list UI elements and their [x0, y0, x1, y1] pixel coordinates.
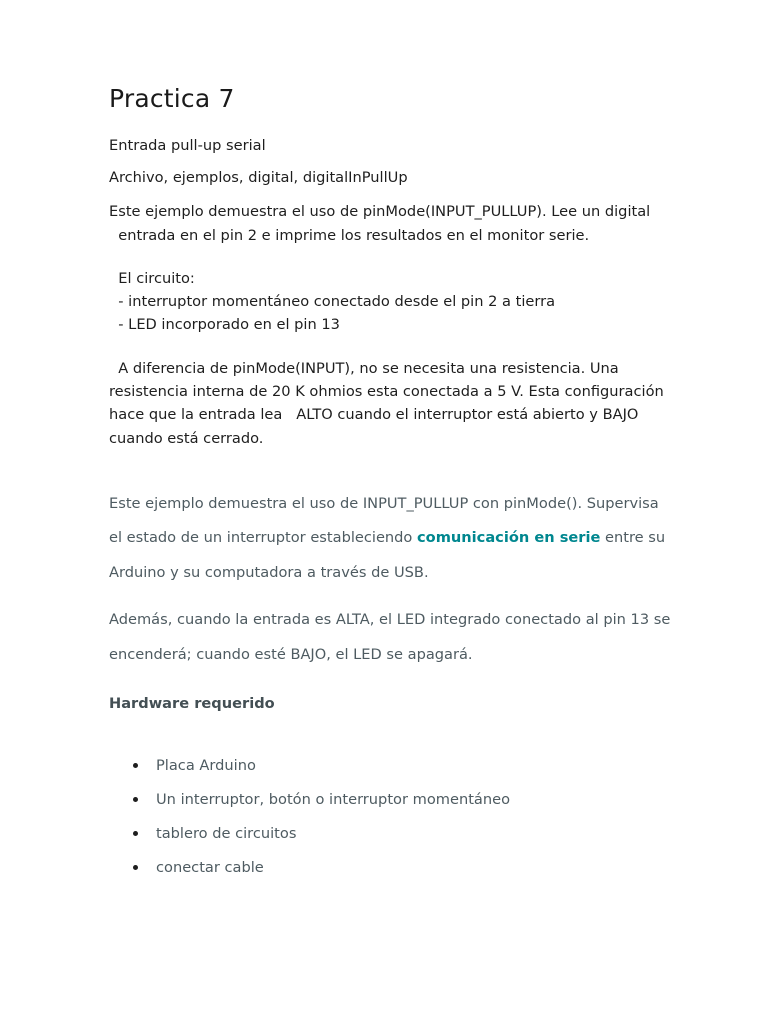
hardware-heading: Hardware requerido: [109, 695, 275, 712]
article-paragraph-2-line-2: encenderá; cuando esté BAJO, el LED se apagará.: [109, 646, 473, 663]
list-item-label: conectar cable: [156, 859, 264, 876]
article-paragraph-2-line-1: Además, cuando la entrada es ALTA, el LED integrado conectado al pin 13 se: [109, 611, 671, 628]
note-line-2: resistencia interna de 20 K ohmios esta conectada a 5 V. Esta configuración: [109, 383, 664, 400]
list-item-label: tablero de circuitos: [156, 825, 297, 842]
serial-communication-link[interactable]: comunicación en serie: [417, 529, 601, 546]
subtitle: Entrada pull-up serial: [109, 137, 266, 154]
article-paragraph-1-line-3: Arduino y su computadora a través de USB.: [109, 564, 429, 581]
note-line-3: hace que la entrada lea ALTO cuando el interruptor está abierto y BAJO: [109, 406, 639, 423]
list-item: [109, 754, 510, 788]
list-item: [109, 788, 510, 822]
bullet-icon: [133, 865, 138, 870]
menu-path: Archivo, ejemplos, digital, digitalInPullUp: [109, 169, 408, 186]
article-text: entre su: [600, 529, 666, 546]
description-line-2: entrada en el pin 2 e imprime los resultados en el monitor serie.: [109, 227, 590, 244]
list-item-label: Placa Arduino: [156, 757, 256, 774]
circuit-item-1: - interruptor momentáneo conectado desde el pin 2 a tierra: [109, 293, 556, 310]
article-paragraph-1-line-2: [109, 526, 665, 549]
circuit-heading: El circuito:: [109, 270, 195, 287]
list-item: [109, 856, 510, 890]
article-paragraph-1-line-1: Este ejemplo demuestra el uso de INPUT_PULLUP con pinMode(). Supervisa: [109, 495, 659, 512]
page-title: Practica 7: [109, 84, 235, 113]
circuit-item-2: - LED incorporado en el pin 13: [109, 316, 340, 333]
bullet-icon: [133, 763, 138, 768]
bullet-icon: [133, 831, 138, 836]
list-item: [109, 822, 510, 856]
note-line-1: A diferencia de pinMode(INPUT), no se necesita una resistencia. Una: [109, 360, 619, 377]
note-line-4: cuando está cerrado.: [109, 430, 264, 447]
bullet-icon: [133, 797, 138, 802]
list-item-label: Un interruptor, botón o interruptor momentáneo: [156, 791, 511, 808]
hardware-list: [109, 754, 510, 890]
article-text: el estado de un interruptor estableciendo: [109, 529, 418, 546]
description-line-1: Este ejemplo demuestra el uso de pinMode(INPUT_PULLUP). Lee un digital: [109, 203, 651, 220]
